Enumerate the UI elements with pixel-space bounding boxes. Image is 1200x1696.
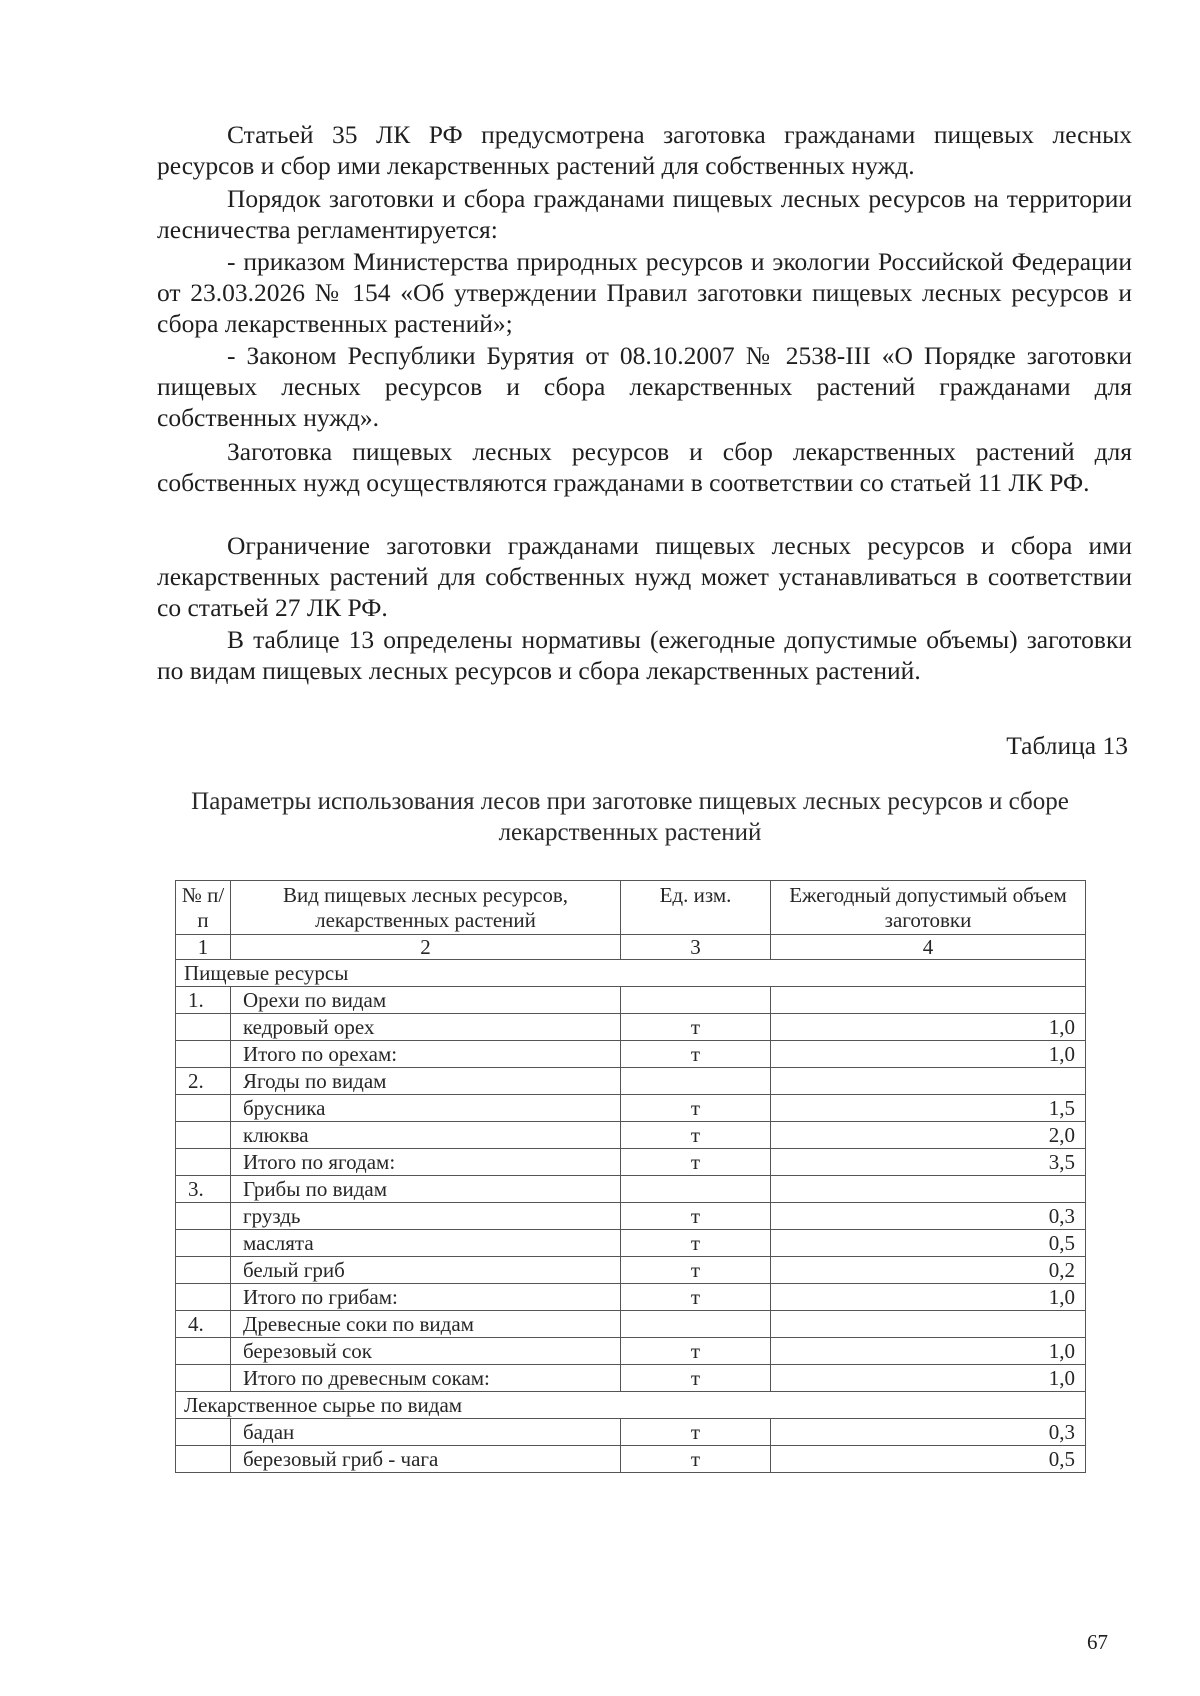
row-number — [176, 1095, 231, 1122]
header-name: Вид пищевых лесных ресурсов, лекарственных растений — [231, 881, 621, 935]
row-number — [176, 1230, 231, 1257]
row-number — [176, 1419, 231, 1446]
header-volume: Ежегодный допустимый объем заготовки — [771, 881, 1086, 935]
resource-name: Грибы по видам — [231, 1176, 621, 1203]
table-row — [176, 1419, 1086, 1446]
row-number — [176, 1149, 231, 1176]
paragraph: Порядок заготовки и сбора гражданами пищевых лесных ресурсов на территории лесничества регламентируется: — [157, 184, 1132, 244]
unit-cell: т — [621, 1365, 771, 1392]
resource-name: березовый гриб - чага — [231, 1446, 621, 1473]
volume-cell: 1,5 — [771, 1095, 1086, 1122]
table-body — [176, 960, 1086, 1473]
volume-cell — [771, 1176, 1086, 1203]
paragraph: В таблице 13 определены нормативы (ежегодные допустимые объемы) заготовки по видам пищевых лесных ресурсов и сбора лекарственных растений. — [157, 625, 1132, 685]
resource-name: клюква — [231, 1122, 621, 1149]
unit-cell: т — [621, 1257, 771, 1284]
row-number — [176, 1041, 231, 1068]
volume-cell: 1,0 — [771, 1365, 1086, 1392]
table-title: Параметры использования лесов при заготовке пищевых лесных ресурсов и сборе лекарственных растений — [191, 788, 1069, 846]
column-number: 2 — [231, 935, 621, 960]
resource-name: Итого по древесным сокам: — [231, 1365, 621, 1392]
paragraph: Статьей 35 ЛК РФ предусмотрена заготовка гражданами пищевых лесных ресурсов и сбор ими лекарственных растений для собственных нужд. — [157, 120, 1132, 180]
table-row — [176, 1257, 1086, 1284]
group-label: Пищевые ресурсы — [176, 960, 1086, 987]
unit-cell — [621, 987, 771, 1014]
table-row — [176, 1068, 1086, 1095]
unit-cell: т — [621, 1284, 771, 1311]
table-row — [176, 1176, 1086, 1203]
table-row — [176, 1014, 1086, 1041]
volume-cell: 0,5 — [771, 1446, 1086, 1473]
volume-cell: 2,0 — [771, 1122, 1086, 1149]
table-group-row — [176, 1392, 1086, 1419]
row-number — [176, 1365, 231, 1392]
resource-name: Древесные соки по видам — [231, 1311, 621, 1338]
row-number — [176, 1014, 231, 1041]
row-number: 2. — [176, 1068, 231, 1095]
unit-cell: т — [621, 1095, 771, 1122]
unit-cell: т — [621, 1122, 771, 1149]
resource-name: Итого по орехам: — [231, 1041, 621, 1068]
row-number: 3. — [176, 1176, 231, 1203]
volume-cell: 1,0 — [771, 1284, 1086, 1311]
paragraph: Ограничение заготовки гражданами пищевых лесных ресурсов и сбора ими лекарственных растений для собственных нужд может устанавливаться в соответствии со статьей 27 ЛК РФ. — [157, 531, 1132, 622]
volume-cell: 0,5 — [771, 1230, 1086, 1257]
column-number-row — [176, 935, 1086, 960]
table-row — [176, 1122, 1086, 1149]
resource-name: кедровый орех — [231, 1014, 621, 1041]
table-row — [176, 987, 1086, 1014]
table-header-row — [176, 881, 1086, 935]
table-row — [176, 1338, 1086, 1365]
unit-cell — [621, 1176, 771, 1203]
column-number: 3 — [621, 935, 771, 960]
row-number: 1. — [176, 987, 231, 1014]
resource-name: груздь — [231, 1203, 621, 1230]
resource-name: березовый сок — [231, 1338, 621, 1365]
volume-cell: 1,0 — [771, 1338, 1086, 1365]
paragraph: - приказом Министерства природных ресурсов и экологии Российской Федерации от 23.03.2026 № 154 «Об утверждении Правил заготовки пищевых лесных ресурсов и сбора лекарственных растений»; — [157, 247, 1132, 338]
header-unit: Ед. изм. — [621, 881, 771, 935]
unit-cell: т — [621, 1446, 771, 1473]
resources-table — [175, 880, 1086, 1473]
volume-cell: 1,0 — [771, 1041, 1086, 1068]
row-number — [176, 1338, 231, 1365]
volume-cell: 1,0 — [771, 1014, 1086, 1041]
resource-name: бадан — [231, 1419, 621, 1446]
resource-name: Ягоды по видам — [231, 1068, 621, 1095]
unit-cell: т — [621, 1041, 771, 1068]
unit-cell: т — [621, 1338, 771, 1365]
table-row — [176, 1311, 1086, 1338]
group-label: Лекарственное сырье по видам — [176, 1392, 1086, 1419]
paragraph: Заготовка пищевых лесных ресурсов и сбор лекарственных растений для собственных нужд осуществляются гражданами в соответствии со статьей 11 ЛК РФ. — [157, 437, 1132, 497]
table-row — [176, 1230, 1086, 1257]
resource-name: Итого по грибам: — [231, 1284, 621, 1311]
unit-cell: т — [621, 1230, 771, 1257]
row-number — [176, 1203, 231, 1230]
table-group-row — [176, 960, 1086, 987]
row-number: 4. — [176, 1311, 231, 1338]
unit-cell: т — [621, 1149, 771, 1176]
resource-name: брусника — [231, 1095, 621, 1122]
volume-cell — [771, 1068, 1086, 1095]
row-number — [176, 1284, 231, 1311]
table-row — [176, 1149, 1086, 1176]
resource-name: Итого по ягодам: — [231, 1149, 621, 1176]
unit-cell — [621, 1311, 771, 1338]
column-number: 4 — [771, 935, 1086, 960]
unit-cell: т — [621, 1014, 771, 1041]
page-number: 67 — [1087, 1630, 1108, 1654]
volume-cell: 3,5 — [771, 1149, 1086, 1176]
header-num: № п/п — [176, 881, 231, 935]
resource-name: белый гриб — [231, 1257, 621, 1284]
unit-cell — [621, 1068, 771, 1095]
table-number-label: Таблица 13 — [1006, 731, 1128, 760]
row-number — [176, 1257, 231, 1284]
volume-cell — [771, 1311, 1086, 1338]
volume-cell: 0,2 — [771, 1257, 1086, 1284]
volume-cell: 0,3 — [771, 1203, 1086, 1230]
table-row — [176, 1365, 1086, 1392]
paragraph: - Законом Республики Бурятия от 08.10.2007 № 2538-III «О Порядке заготовки пищевых лесных ресурсов и сбора лекарственных растений гражданами для собственных нужд». — [157, 341, 1132, 432]
table-row — [176, 1095, 1086, 1122]
unit-cell: т — [621, 1419, 771, 1446]
row-number — [176, 1122, 231, 1149]
row-number — [176, 1446, 231, 1473]
table-row — [176, 1041, 1086, 1068]
table-row — [176, 1203, 1086, 1230]
table-row — [176, 1446, 1086, 1473]
resource-name: маслята — [231, 1230, 621, 1257]
unit-cell: т — [621, 1203, 771, 1230]
volume-cell — [771, 987, 1086, 1014]
resource-name: Орехи по видам — [231, 987, 621, 1014]
table-row — [176, 1284, 1086, 1311]
column-number: 1 — [176, 935, 231, 960]
volume-cell: 0,3 — [771, 1419, 1086, 1446]
